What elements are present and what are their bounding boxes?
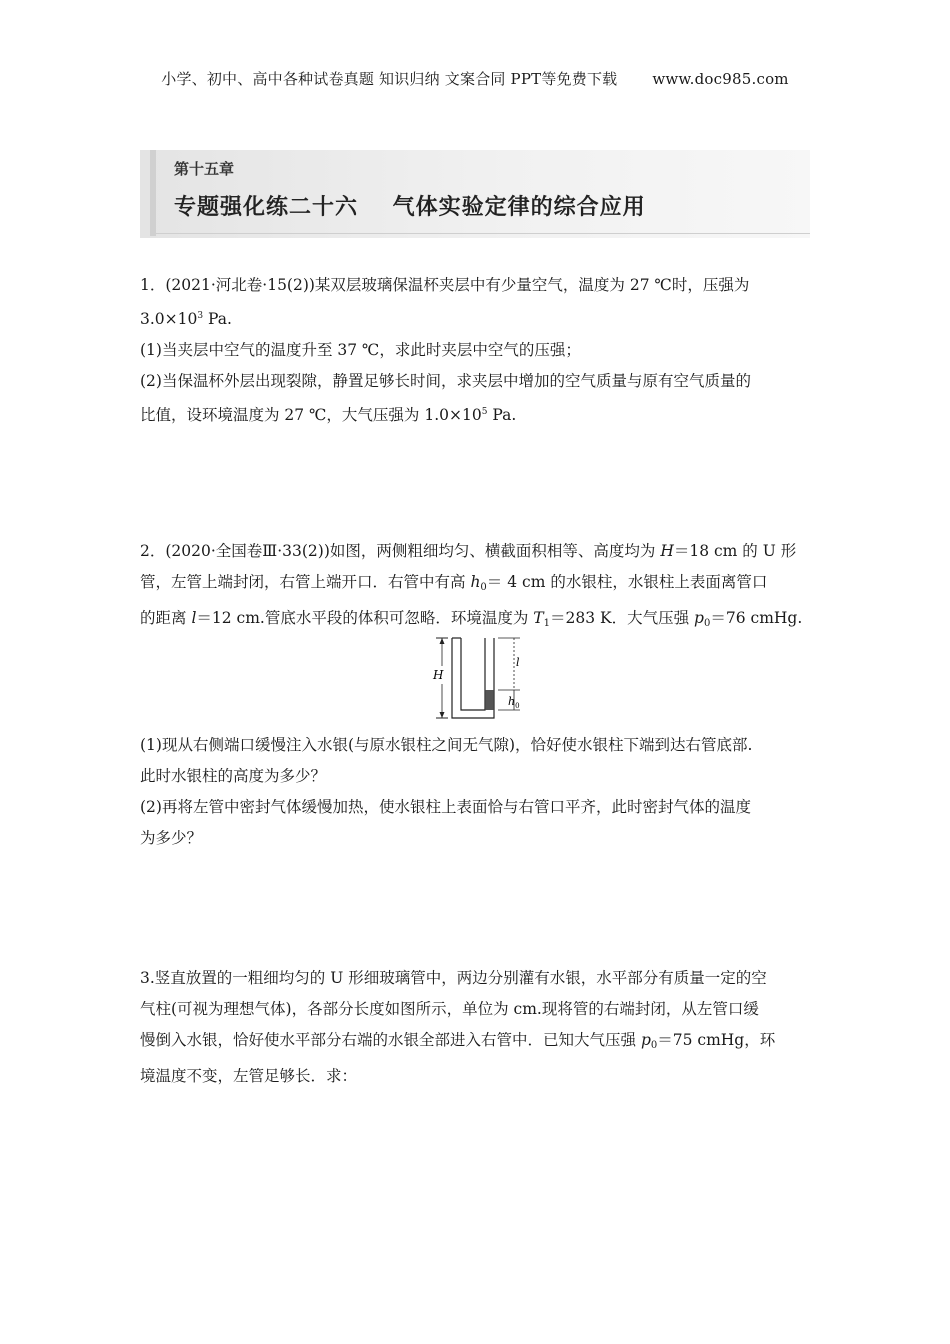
q3-line-3: 慢倒入水银，恰好使水平部分右端的水银全部进入右管中．已知大气压强 $p_0=75$ cmHg，环 xyxy=(140,1031,776,1051)
h-label: H xyxy=(433,668,444,682)
u-tube-figure xyxy=(428,634,528,724)
u-tube-inner xyxy=(461,638,485,710)
chapter-title: 专题强化练二十六 气体实验定律的综合应用 xyxy=(174,195,646,220)
q2-line-1: 2．(2020·全国卷Ⅲ·33(2))如图，两侧粗细均匀、横截面积相等、高度均为 H＝18 cm 的 U 形 xyxy=(140,542,797,560)
q1-stem-line-1: 1．(2021·河北卷·15(2))某双层玻璃保温杯夹层中有少量空气，温度为 27 ℃时，压强为 xyxy=(140,276,750,294)
q1-part-2-line-1: (2)当保温杯外层出现裂隙，静置足够长时间，求夹层中增加的空气质量与原有空气质量的 xyxy=(140,372,751,390)
q1-part-1: (1)当夹层中空气的温度升至 37 ℃，求此时夹层中空气的压强； xyxy=(140,341,581,359)
header-text: 小学、初中、高中各种试卷真题 知识归纳 文案合同 PPT等免费下载 xyxy=(161,70,618,88)
l-label: l xyxy=(516,656,520,669)
header-site: www.doc985.com xyxy=(652,70,789,88)
question-2-stem xyxy=(140,536,810,639)
q2-part-1-line-2: 此时水银柱的高度为多少？ xyxy=(140,767,327,785)
q2-part-1-line-1: (1)现从右侧端口缓慢注入水银(与原水银柱之间无气隙)，恰好使水银柱下端到达右管底部. xyxy=(140,736,753,754)
q3-line-1: 3.竖直放置的一粗细均匀的 U 形细玻璃管中，两边分别灌有水银，水平部分有质量一定的空 xyxy=(140,969,767,987)
q3-line-4: 境温度不变，左管足够长．求： xyxy=(140,1067,358,1085)
h0-label: $h_0$ xyxy=(508,695,520,710)
q2-line-3: 的距离 l＝12 cm.管底水平段的体积可忽略．环境温度为 $T_1=283$ K．大气压强 $p_0=76$ cmHg. xyxy=(140,609,803,629)
q1-part-2-line-2: 比值，设环境温度为 27 ℃，大气压强为 $1.0\times 10^5$ Pa. xyxy=(140,406,517,424)
q1-stem-line-2: $3.0\times 10^3$ Pa. xyxy=(140,310,232,328)
q2-line-2: 管，左管上端封闭，右管上端开口．右管中有高 $h_0= 4$ cm 的水银柱，水银柱上表面离管口 xyxy=(140,573,768,593)
question-2-parts xyxy=(140,730,810,854)
q2-part-2-line-1: (2)再将左管中密封气体缓慢加热，使水银柱上表面恰与右管口平齐，此时密封气体的温度 xyxy=(140,798,751,816)
q2-part-2-line-2: 为多少？ xyxy=(140,829,203,847)
h-dim-arrow-down xyxy=(440,712,445,718)
question-1 xyxy=(140,270,810,431)
q3-line-2: 气柱(可视为理想气体)，各部分长度如图所示，单位为 cm.现将管的右端封闭，从左管口缓 xyxy=(140,1000,759,1018)
chapter-label: 第十五章 xyxy=(174,160,235,178)
chapter-banner xyxy=(140,150,810,238)
mercury-column xyxy=(486,690,494,710)
banner-divider xyxy=(156,233,810,234)
page-header xyxy=(0,68,950,89)
question-3 xyxy=(140,963,810,1092)
h-dim-arrow-up xyxy=(440,638,445,644)
banner-accent-bar xyxy=(150,150,156,236)
